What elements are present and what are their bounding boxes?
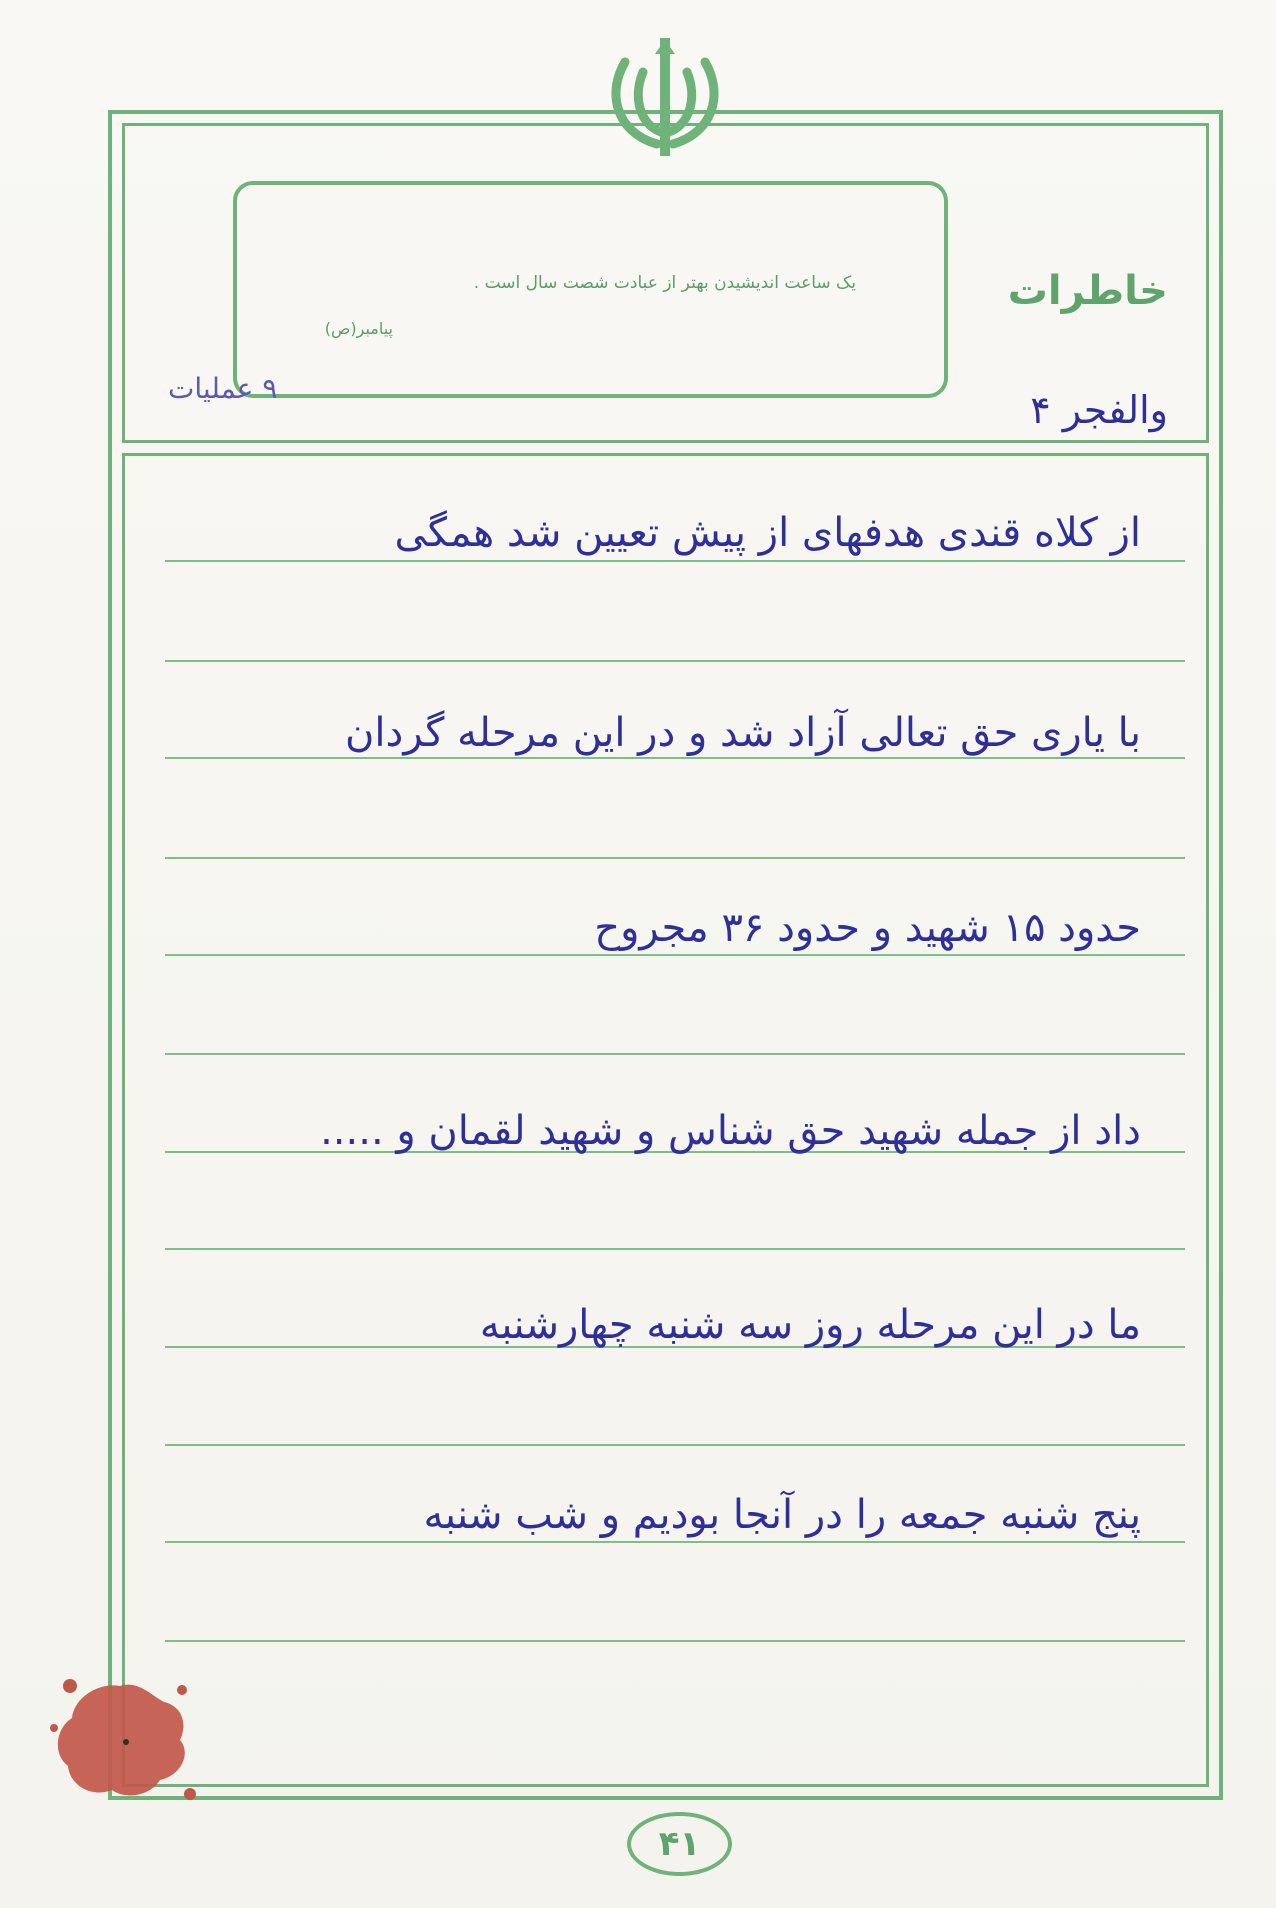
ruled-line	[165, 857, 1185, 859]
body-line: از کلاه قندی هدفهای از پیش تعیین شد همگی	[394, 510, 1141, 556]
ruled-line	[165, 1444, 1185, 1446]
ink-blot	[40, 1668, 200, 1808]
ruled-line	[165, 1541, 1185, 1543]
ruled-line	[165, 954, 1185, 956]
quote-author: پیامبر(ص)	[324, 319, 393, 338]
ruled-line	[165, 1053, 1185, 1055]
quote-text: یک ساعت اندیشیدن بهتر از عبادت شصت سال است .	[473, 273, 856, 293]
body-line: با یاری حق تعالی آزاد شد و در این مرحله گردان	[345, 710, 1141, 756]
body-line: ما در این مرحله روز سه شنبه چهارشنبه	[479, 1302, 1141, 1348]
ruled-line	[165, 1248, 1185, 1250]
ruled-line	[165, 757, 1185, 759]
handwritten-heading: والفجر ۴	[1030, 388, 1168, 432]
page-title: خاطرات	[1007, 268, 1168, 314]
header-divider	[122, 440, 1209, 456]
ruled-line	[165, 660, 1185, 662]
body-line: حدود ۱۵ شهید و حدود ۳۶ مجروح	[594, 905, 1141, 951]
body-line: داد از جمله شهید حق شناس و شهید لقمان و .....	[320, 1108, 1141, 1154]
ruled-line	[165, 1640, 1185, 1642]
body-line: پنج شنبه جمعه را در آنجا بودیم و شب شنبه	[423, 1492, 1141, 1538]
page-number: ۴۱	[627, 1812, 732, 1876]
ruled-line	[165, 560, 1185, 562]
margin-note: ۹ عملیات	[168, 372, 278, 405]
